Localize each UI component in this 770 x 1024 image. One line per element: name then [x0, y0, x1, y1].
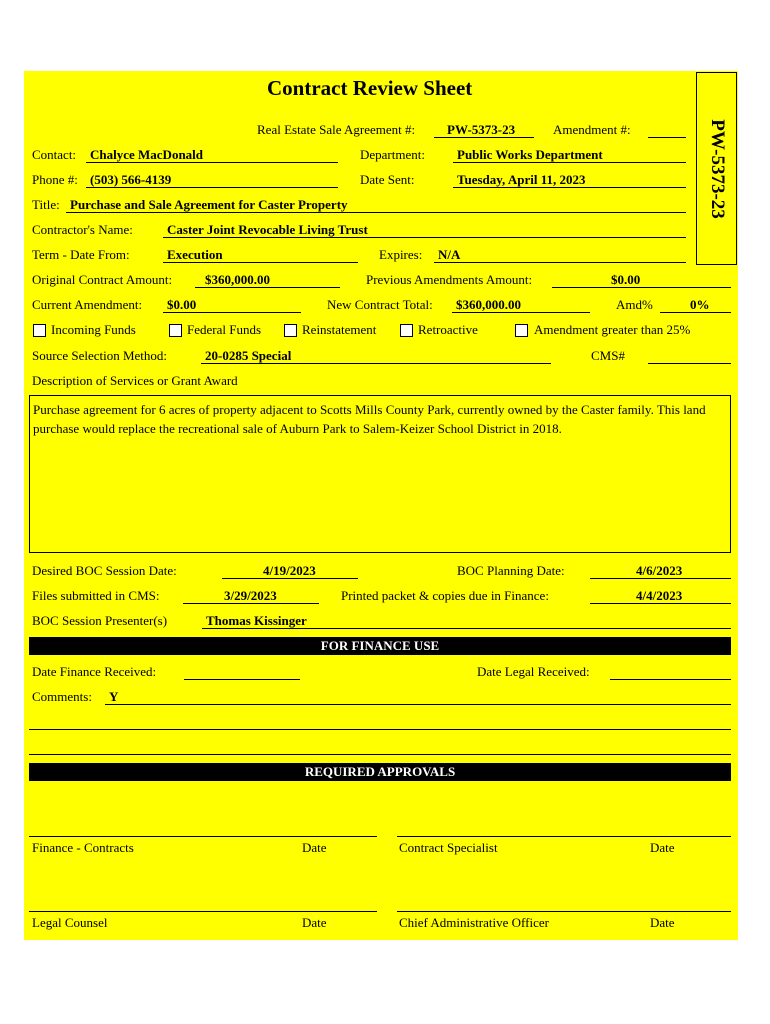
expires-label: Expires: — [379, 247, 423, 262]
legal-counsel-label: Legal Counsel — [32, 915, 108, 930]
new-total-value[interactable]: $360,000.00 — [456, 297, 521, 312]
comments-underline-3 — [29, 754, 731, 755]
chief-admin-signature-line[interactable] — [397, 911, 731, 912]
resa-label: Real Estate Sale Agreement #: — [257, 122, 416, 137]
retroactive-label: Retroactive — [418, 322, 478, 337]
page-title: Contract Review Sheet — [267, 76, 473, 100]
department-underline — [453, 162, 686, 163]
department-label: Department: — [360, 147, 425, 162]
legal-counsel-signature-line[interactable] — [29, 911, 377, 912]
title-value[interactable]: Purchase and Sale Agreement for Caster Property — [70, 197, 348, 212]
source-selection-underline — [201, 363, 551, 364]
comments-label: Comments: — [32, 689, 92, 704]
phone-value[interactable]: (503) 566-4139 — [90, 172, 172, 187]
files-cms-value[interactable]: 3/29/2023 — [224, 588, 277, 603]
prev-amendments-label: Previous Amendments Amount: — [366, 272, 533, 287]
title-underline — [66, 212, 686, 213]
prev-amendments-underline — [552, 287, 731, 288]
original-amount-underline — [195, 287, 340, 288]
printed-packet-value[interactable]: 4/4/2023 — [636, 588, 683, 603]
description-box[interactable]: Purchase agreement for 6 acres of property adjacent to Scotts Mills County Park, currently owned by the Caster family. This land purchase would replace the recreational sale of Auburn Park to Salem-Keizer School District in 2018. — [29, 395, 731, 553]
expires-value[interactable]: N/A — [438, 247, 461, 262]
cms-label: CMS# — [591, 348, 625, 363]
contract-specialist-date-label: Date — [650, 840, 675, 855]
presenter-underline — [202, 628, 731, 629]
comments-value[interactable]: Y — [109, 689, 119, 704]
comments-underline-1 — [105, 704, 731, 705]
finance-contracts-signature-line[interactable] — [29, 836, 377, 837]
side-id-box — [696, 72, 737, 265]
boc-planning-underline — [590, 578, 731, 579]
original-amount-label: Original Contract Amount: — [32, 272, 173, 287]
printed-packet-underline — [590, 603, 731, 604]
amendment-25-label: Amendment greater than 25% — [534, 322, 691, 337]
original-amount-value[interactable]: $360,000.00 — [205, 272, 270, 287]
department-value[interactable]: Public Works Department — [457, 147, 603, 162]
current-amendment-value[interactable]: $0.00 — [167, 297, 197, 312]
date-sent-value[interactable]: Tuesday, April 11, 2023 — [457, 172, 586, 187]
finance-contracts-label: Finance - Contracts — [32, 840, 134, 855]
resa-underline — [434, 137, 534, 138]
boc-planning-value[interactable]: 4/6/2023 — [636, 563, 683, 578]
contractor-value[interactable]: Caster Joint Revocable Living Trust — [167, 222, 368, 237]
boc-planning-label: BOC Planning Date: — [457, 563, 565, 578]
current-amendment-underline — [163, 312, 301, 313]
term-underline — [163, 262, 358, 263]
finance-contracts-date-label: Date — [302, 840, 327, 855]
files-cms-underline — [183, 603, 319, 604]
side-id-text: PW-5373-23 — [706, 118, 728, 219]
phone-label: Phone #: — [32, 172, 78, 187]
legal-counsel-date-label: Date — [302, 915, 327, 930]
amd-pct-label: Amd% — [616, 297, 653, 312]
files-cms-label: Files submitted in CMS: — [32, 588, 160, 603]
date-finance-received-label: Date Finance Received: — [32, 664, 157, 679]
contract-specialist-label: Contract Specialist — [399, 840, 498, 855]
title-label: Title: — [32, 197, 60, 212]
source-selection-value[interactable]: 20-0285 Special — [205, 348, 292, 363]
date-legal-received-label: Date Legal Received: — [477, 664, 590, 679]
contact-value[interactable]: Chalyce MacDonald — [90, 147, 204, 162]
date-sent-underline — [453, 187, 686, 188]
chief-admin-date-label: Date — [650, 915, 675, 930]
reinstatement-checkbox[interactable] — [284, 324, 297, 337]
finance-use-header: FOR FINANCE USE — [29, 637, 731, 655]
amd-pct-underline — [660, 312, 731, 313]
date-legal-received-underline — [610, 679, 731, 680]
source-selection-label: Source Selection Method: — [32, 348, 168, 363]
reinstatement-label: Reinstatement — [302, 322, 377, 337]
chief-admin-label: Chief Administrative Officer — [399, 915, 549, 930]
incoming-funds-checkbox[interactable] — [33, 324, 46, 337]
amd-pct-value[interactable]: 0% — [690, 297, 710, 312]
required-approvals-header: REQUIRED APPROVALS — [29, 763, 731, 781]
presenter-value[interactable]: Thomas Kissinger — [206, 613, 307, 628]
presenter-label: BOC Session Presenter(s) — [32, 613, 168, 628]
boc-session-label: Desired BOC Session Date: — [32, 563, 177, 578]
comments-underline-2 — [29, 729, 731, 730]
current-amendment-label: Current Amendment: — [32, 297, 143, 312]
incoming-funds-label: Incoming Funds — [51, 322, 136, 337]
contact-underline — [86, 162, 338, 163]
expires-underline — [434, 262, 686, 263]
boc-session-underline — [222, 578, 358, 579]
term-label: Term - Date From: — [32, 247, 130, 262]
cms-underline — [648, 363, 731, 364]
phone-underline — [86, 187, 338, 188]
description-label: Description of Services or Grant Award — [32, 373, 238, 388]
contractor-label: Contractor's Name: — [32, 222, 133, 237]
date-finance-received-underline — [184, 679, 300, 680]
new-total-label: New Contract Total: — [327, 297, 433, 312]
resa-value: PW-5373-23 — [447, 122, 516, 137]
printed-packet-label: Printed packet & copies due in Finance: — [341, 588, 549, 603]
new-total-underline — [452, 312, 590, 313]
contact-label: Contact: — [32, 147, 77, 162]
retroactive-checkbox[interactable] — [400, 324, 413, 337]
amendment-underline — [648, 137, 686, 138]
date-sent-label: Date Sent: — [360, 172, 415, 187]
federal-funds-checkbox[interactable] — [169, 324, 182, 337]
prev-amendments-value[interactable]: $0.00 — [611, 272, 641, 287]
federal-funds-label: Federal Funds — [187, 322, 262, 337]
amendment-label: Amendment #: — [553, 122, 631, 137]
contract-specialist-signature-line[interactable] — [397, 836, 731, 837]
contractor-underline — [163, 237, 686, 238]
term-value[interactable]: Execution — [167, 247, 223, 262]
boc-session-value[interactable]: 4/19/2023 — [263, 563, 316, 578]
amendment-25-checkbox[interactable] — [515, 324, 528, 337]
